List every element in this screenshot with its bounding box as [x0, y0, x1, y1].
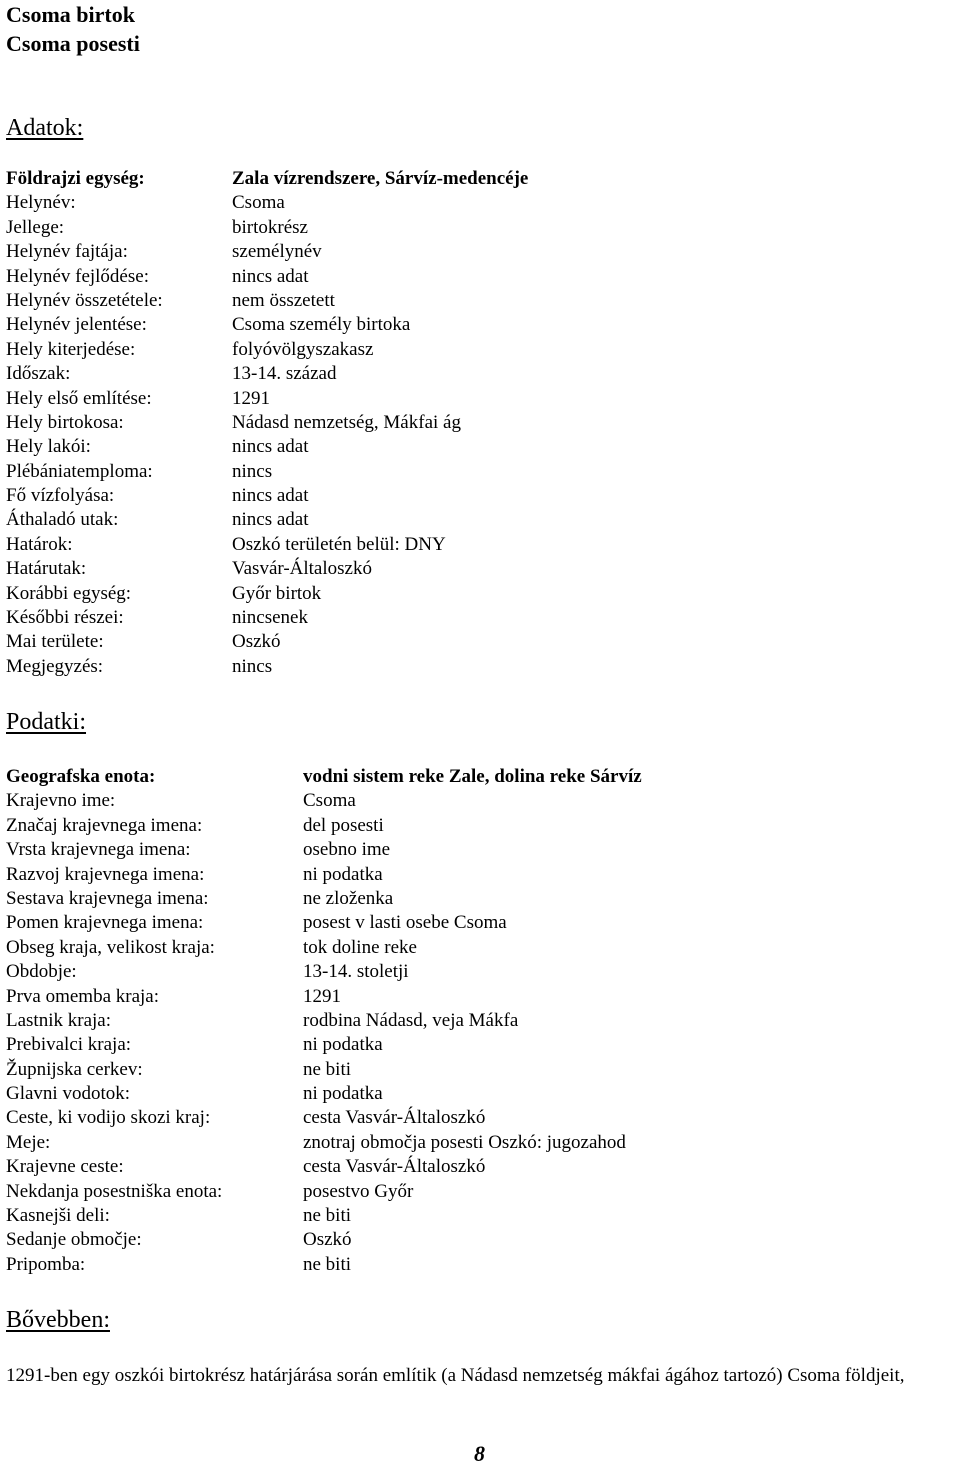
- adatok-label: Határok:: [6, 533, 73, 555]
- podatki-value: znotraj območja posesti Oszkó: jugozahod: [303, 1131, 626, 1153]
- adatok-value: Csoma: [232, 192, 285, 214]
- podatki-value: del posesti: [303, 814, 384, 836]
- adatok-heading: Adatok:: [6, 115, 84, 141]
- podatki-value: Oszkó: [303, 1229, 352, 1251]
- podatki-heading: Podatki:: [6, 709, 87, 735]
- adatok-value: nincs adat: [232, 436, 309, 458]
- podatki-value: ne biti: [303, 1253, 352, 1275]
- podatki-value: posestvo Győr: [303, 1180, 414, 1202]
- adatok-value: Oszkó területén belül: DNY: [232, 533, 446, 555]
- podatki-label: Geografska enota:: [6, 766, 156, 787]
- podatki-value: ni podatka: [303, 1083, 383, 1105]
- adatok-value: 1291: [232, 387, 270, 409]
- podatki-label: Krajevno ime:: [6, 790, 116, 812]
- podatki-label: Sedanje območje:: [6, 1229, 142, 1251]
- podatki-label: Obseg kraja, velikost kraja:: [6, 936, 215, 958]
- adatok-label: Határutak:: [6, 558, 87, 580]
- podatki-value: rodbina Nádasd, veja Mákfa: [303, 1009, 519, 1031]
- adatok-value: Csoma személy birtoka: [232, 314, 411, 336]
- adatok-value: 13-14. század: [232, 363, 337, 385]
- adatok-label: Plébániatemploma:: [6, 460, 153, 482]
- podatki-value: cesta Vasvár-Általoszkó: [303, 1107, 486, 1129]
- podatki-label: Krajevne ceste:: [6, 1156, 124, 1178]
- podatki-value: ni podatka: [303, 1034, 383, 1056]
- adatok-value: nincs adat: [232, 265, 309, 287]
- podatki-label: Obdobje:: [6, 961, 77, 983]
- podatki-value: ne biti: [303, 1205, 352, 1227]
- podatki-value: Csoma: [303, 790, 356, 812]
- podatki-value: vodni sistem reke Zale, dolina reke Sárvíz: [303, 766, 642, 787]
- bovebben-heading: Bővebben:: [6, 1307, 110, 1333]
- podatki-value: 1291: [303, 985, 341, 1007]
- adatok-value: Győr birtok: [232, 582, 322, 604]
- adatok-value: folyóvölgyszakasz: [232, 338, 374, 360]
- adatok-value: nincs: [232, 655, 273, 677]
- adatok-value: nincs: [232, 460, 273, 482]
- adatok-value: Nádasd nemzetség, Mákfai ág: [232, 411, 461, 433]
- title-slovene: Csoma posesti: [6, 31, 140, 56]
- adatok-label: Későbbi részei:: [6, 607, 124, 629]
- title-hungarian: Csoma birtok: [6, 2, 135, 27]
- podatki-value: ni podatka: [303, 863, 383, 885]
- document-title: [6, 0, 140, 58]
- podatki-label: Lastnik kraja:: [6, 1009, 111, 1031]
- adatok-label: Fő vízfolyása:: [6, 485, 115, 507]
- adatok-label: Időszak:: [6, 363, 71, 385]
- adatok-value: nincs adat: [232, 509, 309, 531]
- page-number: 8: [474, 1441, 485, 1466]
- adatok-value: nem összetett: [232, 289, 335, 311]
- adatok-value: Zala vízrendszere, Sárvíz-medencéje: [232, 168, 529, 189]
- adatok-value: birtokrész: [232, 216, 308, 238]
- adatok-label: Helynév fajtája:: [6, 241, 128, 263]
- podatki-value: osebno ime: [303, 839, 391, 861]
- podatki-label: Župnijska cerkev:: [6, 1058, 143, 1080]
- podatki-label: Pripomba:: [6, 1253, 86, 1275]
- adatok-label: Hely birtokosa:: [6, 411, 124, 433]
- adatok-label: Hely kiterjedése:: [6, 338, 136, 360]
- podatki-value: ne biti: [303, 1058, 352, 1080]
- podatki-label: Nekdanja posestniška enota:: [6, 1180, 223, 1202]
- podatki-label: Vrsta krajevnega imena:: [6, 839, 191, 861]
- adatok-value: nincs adat: [232, 485, 309, 507]
- podatki-value: 13-14. stoletji: [303, 961, 409, 983]
- adatok-value: személynév: [232, 241, 322, 263]
- adatok-label: Jellege:: [6, 216, 65, 238]
- podatki-label: Značaj krajevnega imena:: [6, 814, 203, 836]
- podatki-label: Meje:: [6, 1131, 51, 1153]
- adatok-label: Hely lakói:: [6, 436, 91, 458]
- podatki-label: Prva omemba kraja:: [6, 985, 160, 1007]
- adatok-label: Hely első említése:: [6, 387, 152, 409]
- adatok-label: Helynév fejlődése:: [6, 265, 149, 287]
- podatki-label: Glavni vodotok:: [6, 1083, 131, 1105]
- podatki-value: tok doline reke: [303, 936, 417, 958]
- adatok-label: Földrajzi egység:: [6, 168, 145, 189]
- bovebben-paragraph: 1291-ben egy oszkói birtokrész határjárása során említik (a Nádasd nemzetség mákfai ágához tartozó) Csoma földjeit,: [6, 1365, 905, 1386]
- podatki-value: cesta Vasvár-Általoszkó: [303, 1156, 486, 1178]
- adatok-label: Helynév jelentése:: [6, 314, 147, 336]
- adatok-value: nincsenek: [232, 607, 308, 629]
- adatok-label: Áthaladó utak:: [6, 509, 119, 531]
- adatok-label: Korábbi egység:: [6, 582, 132, 604]
- podatki-label: Ceste, ki vodijo skozi kraj:: [6, 1107, 211, 1129]
- adatok-label: Megjegyzés:: [6, 655, 104, 677]
- podatki-label: Kasnejši deli:: [6, 1205, 110, 1227]
- podatki-value: ne zloženka: [303, 887, 394, 909]
- adatok-label: Helynév:: [6, 192, 76, 214]
- podatki-label: Prebivalci kraja:: [6, 1034, 132, 1056]
- podatki-value: posest v lasti osebe Csoma: [303, 912, 507, 934]
- podatki-label: Pomen krajevnega imena:: [6, 912, 204, 934]
- adatok-value: Vasvár-Általoszkó: [232, 558, 372, 580]
- podatki-label: Razvoj krajevnega imena:: [6, 863, 205, 885]
- adatok-value: Oszkó: [232, 631, 281, 653]
- podatki-label: Sestava krajevnega imena:: [6, 887, 209, 909]
- adatok-label: Mai területe:: [6, 631, 104, 653]
- adatok-label: Helynév összetétele:: [6, 289, 163, 311]
